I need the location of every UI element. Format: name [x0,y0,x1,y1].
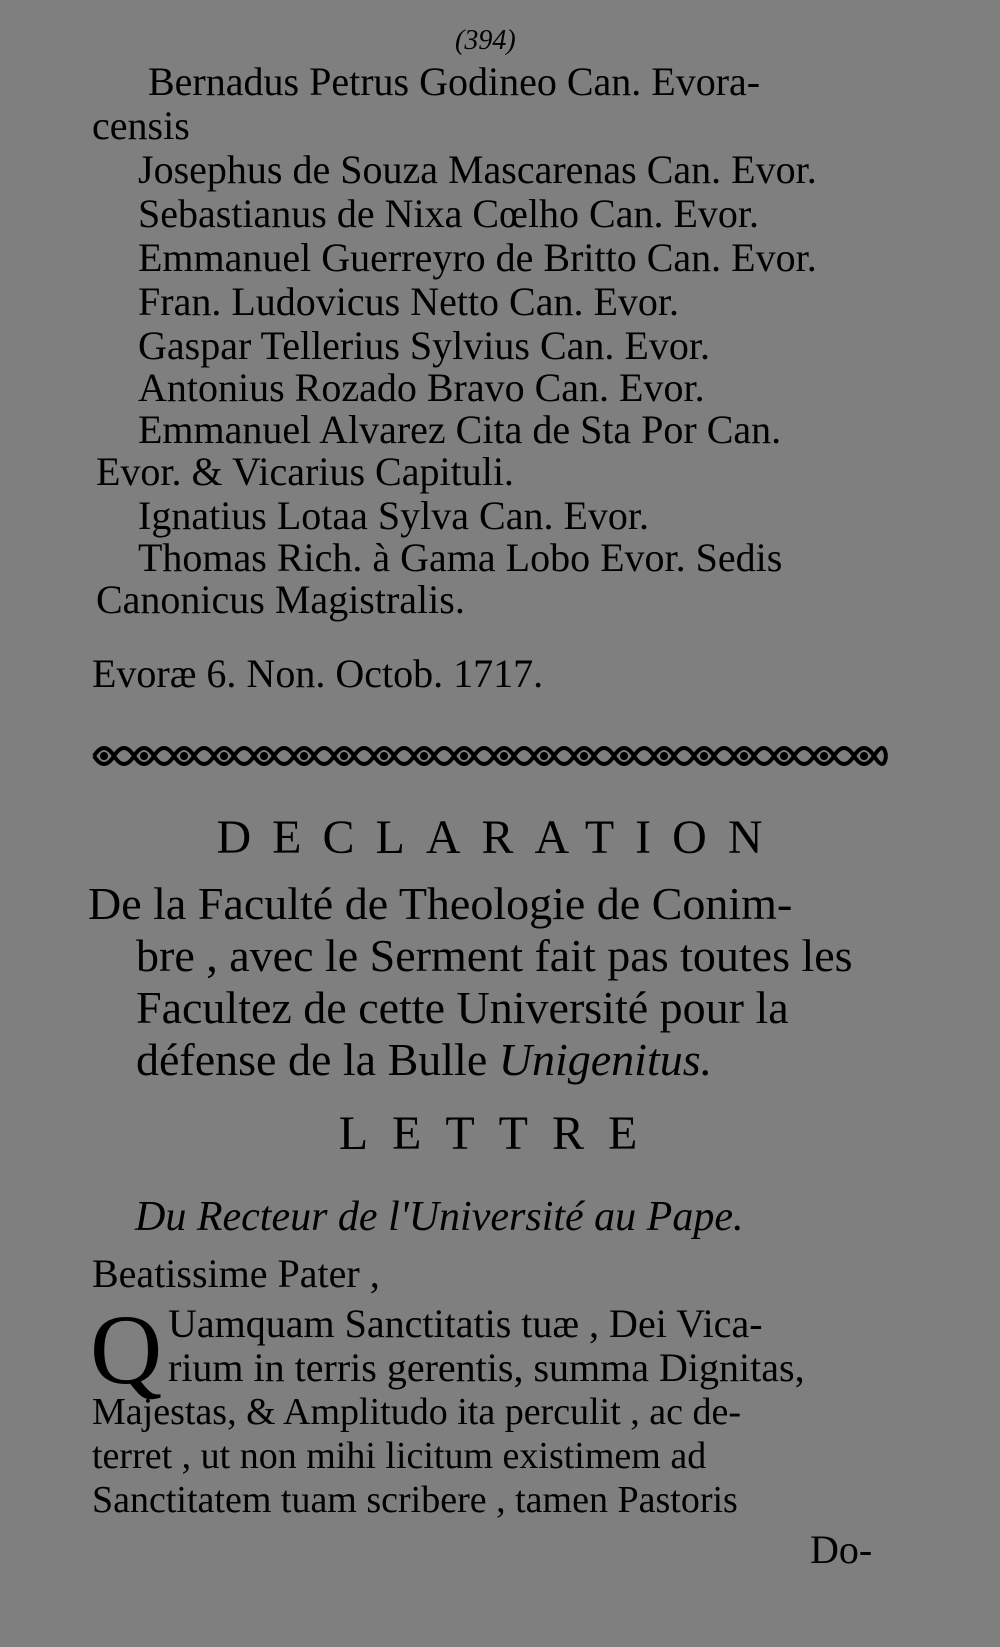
date-line: Evoræ 6. Non. Octob. 1717. [92,651,544,696]
subtitle-line: bre , avec le Serment fait pas toutes les [136,930,853,981]
signatory-line: Antonius Rozado Bravo Can. Evor. [138,365,705,410]
declaration-heading: DECLARATION [216,811,784,864]
signatory-line: Evor. & Vicarius Capituli. [96,449,514,494]
signatory-line: Emmanuel Alvarez Cita de Sta Por Can. [138,407,782,452]
body-line: rium in terris gerentis, summa Dignitas, [168,1345,805,1390]
signatory-line: Thomas Rich. à Gama Lobo Evor. Sedis [138,535,783,580]
lettre-subtitle: Du Recteur de l'Université au Pape. [135,1194,744,1240]
lettre-heading: LETTRE [338,1107,662,1160]
signatory-line: Gaspar Tellerius Sylvius Can. Evor. [138,323,710,368]
ornament-divider-icon [90,736,890,776]
subtitle-line: Facultez de cette Université pour la [136,982,789,1033]
signatory-line: Emmanuel Guerreyro de Britto Can. Evor. [138,235,817,280]
catchword: Do- [810,1527,873,1572]
signatory-line: Canonicus Magistralis. [96,577,465,622]
signatory-line: Fran. Ludovicus Netto Can. Evor. [138,279,680,324]
signatory-line: Josephus de Souza Mascarenas Can. Evor. [138,147,817,192]
salutation: Beatissime Pater , [92,1251,380,1296]
body-line: terret , ut non mihi licitum existimem ad [92,1435,707,1477]
subtitle-text: défense de la Bulle [136,1034,499,1085]
signatory-line: Bernadus Petrus Godineo Can. Evora- [148,59,761,104]
subtitle-line: De la Faculté de Theologie de Conim- [88,878,793,929]
signatory-line: censis [92,103,190,148]
page-number: (394) [455,25,516,56]
bull-name: Unigenitus. [498,1034,713,1085]
signatory-line: Ignatius Lotaa Sylva Can. Evor. [138,493,650,538]
body-line: Sanctitatem tuam scribere , tamen Pastoris [92,1479,738,1521]
body-line: Majestas, & Amplitudo ita perculit , ac de- [92,1391,742,1433]
body-line: Uamquam Sanctitatis tuæ , Dei Vica- [168,1301,763,1346]
signatory-line: Sebastianus de Nixa Cœlho Can. Evor. [138,191,760,236]
drop-cap: Q [90,1294,163,1405]
subtitle-line [136,1034,712,1086]
